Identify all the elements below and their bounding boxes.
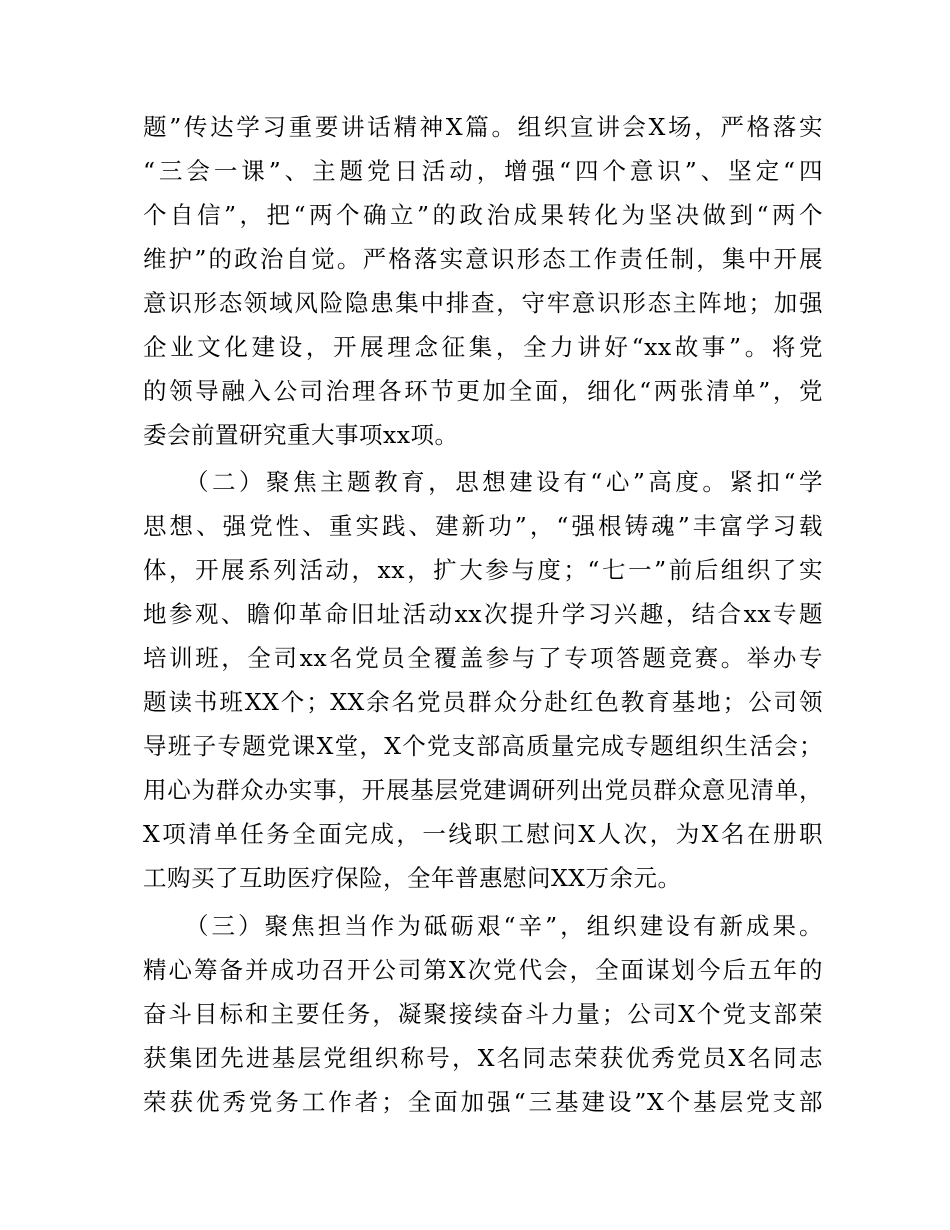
text-line: X项清单任务全面完成，一线职工慰问X人次，为X名在册职 [143,820,823,848]
text-line: 奋斗目标和主要任务，凝聚接续奋斗力量；公司X个党支部荣 [143,1000,823,1028]
text-line: 的领导融入公司治理各环节更加全面，细化“两张清单”，党 [143,377,823,405]
text-line: （三）聚焦担当作为砥砺艰“辛”，组织建设有新成果。 [185,912,823,940]
text-line: 导班子专题党课X堂，X个党支部高质量完成专题组织生活会； [143,732,823,760]
text-line: 个自信”，把“两个确立”的政治成果转化为坚决做到“两个 [143,201,823,229]
text-line: 精心筹备并成功召开公司第X次党代会，全面谋划今后五年的 [143,956,823,984]
text-line: 委会前置研究重大事项xx项。 [143,421,459,449]
text-line: 题读书班XX个；XX余名党员群众分赴红色教育基地；公司领 [143,688,823,716]
text-line: 工购买了互助医疗保险，全年普惠慰问XX万余元。 [143,864,682,892]
text-line: 企业文化建设，开展理念征集，全力讲好“xx故事”。将党 [143,333,823,361]
text-line: 荣获优秀党务工作者；全面加强“三基建设”X个基层党支部 [143,1088,823,1116]
text-line: （二）聚焦主题教育，思想建设有“心”高度。紧扣“学 [185,468,823,496]
text-line: 维护”的政治自觉。严格落实意识形态工作责任制，集中开展 [143,245,823,273]
text-line: 思想、强党性、重实践、建新功”，“强根铸魂”丰富学习载 [143,512,823,540]
text-line: 地参观、瞻仰革命旧址活动xx次提升学习兴趣，结合xx专题 [143,600,823,628]
text-line: 用心为群众办实事，开展基层党建调研列出党员群众意见清单， [143,776,823,804]
text-line: 体，开展系列活动，xx，扩大参与度；“七一”前后组织了实 [143,556,823,584]
text-line: 意识形态领域风险隐患集中排查，守牢意识形态主阵地；加强 [143,289,823,317]
text-line: 获集团先进基层党组织称号，X名同志荣获优秀党员X名同志 [143,1044,823,1072]
text-line: 题”传达学习重要讲话精神X篇。组织宣讲会X场，严格落实 [143,113,823,141]
text-line: 培训班，全司xx名党员全覆盖参与了专项答题竞赛。举办专 [143,644,823,672]
text-line: “三会一课”、主题党日活动，增强“四个意识”、坚定“四 [143,157,823,185]
